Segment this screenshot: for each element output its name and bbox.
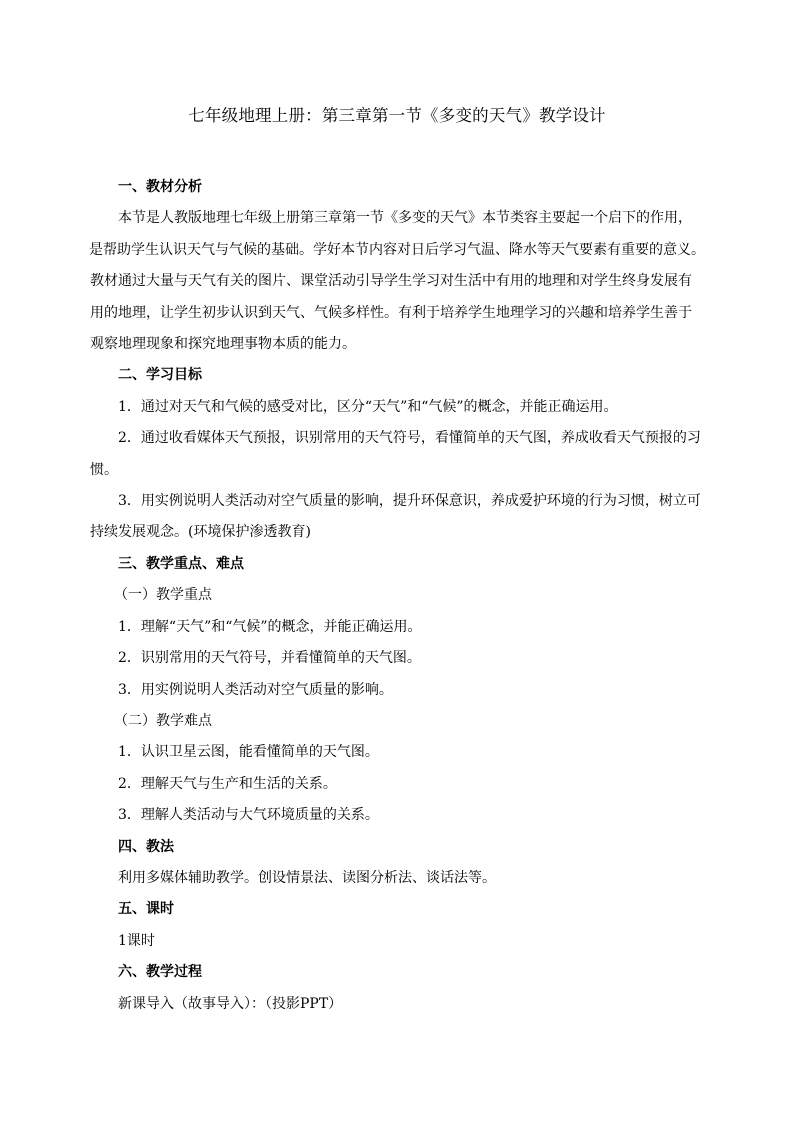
materials-line-2: 是帮助学生认识天气与气候的基础。学好本节内容对日后学习气温、降水等天气要素有重要的意义。 xyxy=(89,241,705,258)
materials-paragraph xyxy=(89,203,705,360)
objective-item-3: 3．用实例说明人类活动对空气质量的影响，提升环保意识，养成爱护环境的行为习惯，树立可 xyxy=(118,493,701,510)
section-heading-materials: 一、教材分析 xyxy=(118,179,202,195)
process-text: 新课导入（故事导入）：（投影PPT） xyxy=(118,995,343,1012)
materials-line-1: 本节是人教版地理七年级上册第三章第一节《多变的天气》本节类容主要起一个启下的作用， xyxy=(118,210,692,227)
subheading-key-points: （一）教学重点 xyxy=(114,587,212,604)
document-title: 七年级地理上册：第三章第一节《多变的天气》教学设计 xyxy=(188,106,606,125)
periods-text: 1课时 xyxy=(118,932,155,949)
objective-item-1: 1．通过对天气和气候的感受对比，区分“天气”和“气候”的概念，并能正确运用。 xyxy=(118,398,618,415)
key-point-3: 3．用实例说明人类活动对空气质量的影响。 xyxy=(118,681,393,698)
materials-line-4: 用的地理，让学生初步认识到天气、气候多样性。有利于培养学生地理学习的兴趣和培养学生善于 xyxy=(90,304,692,321)
difficulty-3: 3．理解人类活动与大气环境质量的关系。 xyxy=(118,807,379,824)
objective-item-3-cont: 持续发展观念。(环境保护渗透教育) xyxy=(90,524,311,541)
key-point-2: 2．识别常用的天气符号，并看懂简单的天气图。 xyxy=(118,650,421,667)
section-heading-process: 六、教学过程 xyxy=(118,964,202,981)
section-heading-objectives: 二、学习目标 xyxy=(118,367,202,384)
section-heading-periods: 五、课时 xyxy=(118,901,174,918)
difficulty-2: 2．理解天气与生产和生活的关系。 xyxy=(118,775,337,792)
section-heading-key-points: 三、教学重点、难点 xyxy=(118,555,244,572)
methods-text: 利用多媒体辅助教学。创设情景法、读图分析法、谈话法等。 xyxy=(118,869,496,886)
document-body xyxy=(89,172,705,1020)
subheading-difficulties: （二）教学难点 xyxy=(114,712,212,729)
materials-line-3: 教材通过大量与天气有关的图片、课堂活动引导学生学习对生活中有用的地理和对学生终身发展有 xyxy=(90,273,692,290)
section-heading-methods: 四、教法 xyxy=(118,838,174,855)
difficulty-1: 1．认识卫星云图，能看懂简单的天气图。 xyxy=(118,744,379,761)
key-point-1: 1．理解“天气”和“气候”的概念，并能正确运用。 xyxy=(118,618,422,635)
objective-item-2-cont: 惯。 xyxy=(90,461,118,478)
materials-line-5: 观察地理现象和探究地理事物本质的能力。 xyxy=(90,336,356,353)
objective-item-2: 2．通过收看媒体天气预报，识别常用的天气符号，看懂简单的天气图，养成收看天气预报的习 xyxy=(118,430,701,447)
